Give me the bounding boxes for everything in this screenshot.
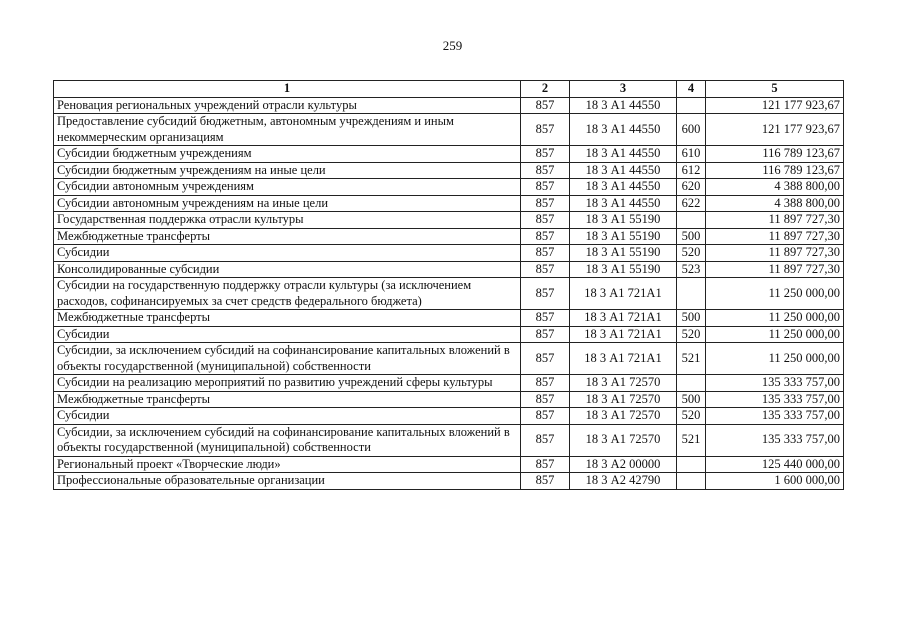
row-code-cell: 18 3 А2 00000 <box>570 456 677 473</box>
row-gr-cell: 857 <box>521 179 570 196</box>
row-gr-cell: 857 <box>521 114 570 146</box>
table-row <box>54 97 844 114</box>
row-sum-cell: 135 333 757,00 <box>706 424 844 456</box>
row-vr-cell: 520 <box>677 408 706 425</box>
table-row <box>54 195 844 212</box>
row-sum-cell: 125 440 000,00 <box>706 456 844 473</box>
row-name-cell: Межбюджетные трансферты <box>54 228 521 245</box>
row-sum-cell: 11 897 727,30 <box>706 261 844 278</box>
row-code-cell: 18 3 А1 44550 <box>570 195 677 212</box>
table-row <box>54 228 844 245</box>
column-header-vr: 4 <box>677 81 706 98</box>
table-row <box>54 343 844 375</box>
row-code-cell: 18 3 А1 44550 <box>570 162 677 179</box>
row-gr-cell: 857 <box>521 310 570 327</box>
row-name-cell: Предоставление субсидий бюджетным, автономным учреждениям и иным некоммерческим организациям <box>54 114 521 146</box>
row-sum-cell: 11 897 727,30 <box>706 228 844 245</box>
row-code-cell: 18 3 А2 42790 <box>570 473 677 490</box>
row-code-cell: 18 3 А1 44550 <box>570 146 677 163</box>
row-name-cell: Субсидии <box>54 408 521 425</box>
row-sum-cell: 4 388 800,00 <box>706 195 844 212</box>
table-body <box>54 97 844 489</box>
row-sum-cell: 4 388 800,00 <box>706 179 844 196</box>
row-vr-cell <box>677 97 706 114</box>
row-sum-cell: 116 789 123,67 <box>706 146 844 163</box>
row-sum-cell: 121 177 923,67 <box>706 114 844 146</box>
row-gr-cell: 857 <box>521 326 570 343</box>
row-name-cell: Субсидии бюджетным учреждениям <box>54 146 521 163</box>
row-gr-cell: 857 <box>521 162 570 179</box>
row-sum-cell: 11 897 727,30 <box>706 212 844 229</box>
row-vr-cell <box>677 473 706 490</box>
row-sum-cell: 11 250 000,00 <box>706 343 844 375</box>
table-row <box>54 424 844 456</box>
table-row <box>54 212 844 229</box>
row-vr-cell: 521 <box>677 424 706 456</box>
row-name-cell: Реновация региональных учреждений отрасли культуры <box>54 97 521 114</box>
row-sum-cell: 135 333 757,00 <box>706 391 844 408</box>
row-code-cell: 18 3 А1 72570 <box>570 375 677 392</box>
row-vr-cell: 600 <box>677 114 706 146</box>
row-code-cell: 18 3 А1 55190 <box>570 245 677 262</box>
row-name-cell: Субсидии <box>54 245 521 262</box>
row-name-cell: Межбюджетные трансферты <box>54 310 521 327</box>
row-vr-cell: 620 <box>677 179 706 196</box>
row-code-cell: 18 3 А1 72570 <box>570 391 677 408</box>
budget-table <box>53 80 844 490</box>
row-vr-cell: 622 <box>677 195 706 212</box>
column-header-gr: 2 <box>521 81 570 98</box>
row-sum-cell: 11 250 000,00 <box>706 310 844 327</box>
row-vr-cell: 610 <box>677 146 706 163</box>
row-gr-cell: 857 <box>521 228 570 245</box>
row-name-cell: Субсидии автономным учреждениям на иные цели <box>54 195 521 212</box>
row-sum-cell: 116 789 123,67 <box>706 162 844 179</box>
row-name-cell: Субсидии автономным учреждениям <box>54 179 521 196</box>
row-gr-cell: 857 <box>521 195 570 212</box>
column-header-code: 3 <box>570 81 677 98</box>
table-row <box>54 146 844 163</box>
row-code-cell: 18 3 А1 55190 <box>570 228 677 245</box>
table-row <box>54 391 844 408</box>
table-row <box>54 375 844 392</box>
row-name-cell: Субсидии бюджетным учреждениям на иные цели <box>54 162 521 179</box>
row-vr-cell: 520 <box>677 326 706 343</box>
column-header-sum: 5 <box>706 81 844 98</box>
row-gr-cell: 857 <box>521 375 570 392</box>
row-vr-cell: 500 <box>677 391 706 408</box>
row-name-cell: Субсидии <box>54 326 521 343</box>
row-name-cell: Государственная поддержка отрасли культуры <box>54 212 521 229</box>
row-vr-cell <box>677 375 706 392</box>
row-sum-cell: 135 333 757,00 <box>706 408 844 425</box>
table-row <box>54 326 844 343</box>
row-code-cell: 18 3 А1 721А1 <box>570 310 677 327</box>
row-vr-cell: 500 <box>677 310 706 327</box>
row-gr-cell: 857 <box>521 343 570 375</box>
row-gr-cell: 857 <box>521 408 570 425</box>
row-code-cell: 18 3 А1 55190 <box>570 261 677 278</box>
table-row <box>54 473 844 490</box>
row-code-cell: 18 3 А1 721А1 <box>570 343 677 375</box>
row-code-cell: 18 3 А1 55190 <box>570 212 677 229</box>
row-gr-cell: 857 <box>521 456 570 473</box>
row-vr-cell <box>677 278 706 310</box>
row-code-cell: 18 3 А1 44550 <box>570 179 677 196</box>
table-header-row <box>54 81 844 98</box>
row-code-cell: 18 3 А1 44550 <box>570 97 677 114</box>
row-vr-cell <box>677 212 706 229</box>
column-header-name: 1 <box>54 81 521 98</box>
row-gr-cell: 857 <box>521 212 570 229</box>
row-gr-cell: 857 <box>521 473 570 490</box>
row-gr-cell: 857 <box>521 424 570 456</box>
row-name-cell: Профессиональные образовательные организации <box>54 473 521 490</box>
table-row <box>54 456 844 473</box>
row-code-cell: 18 3 А1 72570 <box>570 424 677 456</box>
row-vr-cell: 523 <box>677 261 706 278</box>
row-sum-cell: 11 250 000,00 <box>706 278 844 310</box>
row-gr-cell: 857 <box>521 146 570 163</box>
row-code-cell: 18 3 А1 721А1 <box>570 326 677 343</box>
row-sum-cell: 121 177 923,67 <box>706 97 844 114</box>
row-gr-cell: 857 <box>521 278 570 310</box>
table-row <box>54 408 844 425</box>
row-vr-cell: 612 <box>677 162 706 179</box>
row-vr-cell: 500 <box>677 228 706 245</box>
row-gr-cell: 857 <box>521 97 570 114</box>
row-gr-cell: 857 <box>521 391 570 408</box>
row-sum-cell: 135 333 757,00 <box>706 375 844 392</box>
table-row <box>54 310 844 327</box>
row-name-cell: Субсидии, за исключением субсидий на софинансирование капитальных вложений в объекты государственной (муниципальной) собственности <box>54 343 521 375</box>
row-vr-cell: 520 <box>677 245 706 262</box>
row-name-cell: Региональный проект «Творческие люди» <box>54 456 521 473</box>
row-name-cell: Субсидии на государственную поддержку отрасли культуры (за исключением расходов, софинансируемых за счет средств федерального бюджета) <box>54 278 521 310</box>
table-row <box>54 114 844 146</box>
table-row <box>54 179 844 196</box>
table-row <box>54 278 844 310</box>
row-vr-cell: 521 <box>677 343 706 375</box>
table-row <box>54 162 844 179</box>
row-sum-cell: 11 897 727,30 <box>706 245 844 262</box>
table-row <box>54 245 844 262</box>
row-code-cell: 18 3 А1 72570 <box>570 408 677 425</box>
row-name-cell: Межбюджетные трансферты <box>54 391 521 408</box>
page-number: 259 <box>442 38 463 53</box>
row-gr-cell: 857 <box>521 245 570 262</box>
row-sum-cell: 1 600 000,00 <box>706 473 844 490</box>
row-name-cell: Субсидии на реализацию мероприятий по развитию учреждений сферы культуры <box>54 375 521 392</box>
row-sum-cell: 11 250 000,00 <box>706 326 844 343</box>
row-gr-cell: 857 <box>521 261 570 278</box>
row-code-cell: 18 3 А1 44550 <box>570 114 677 146</box>
row-name-cell: Консолидированные субсидии <box>54 261 521 278</box>
row-name-cell: Субсидии, за исключением субсидий на софинансирование капитальных вложений в объекты государственной (муниципальной) собственности <box>54 424 521 456</box>
row-code-cell: 18 3 А1 721А1 <box>570 278 677 310</box>
table-row <box>54 261 844 278</box>
row-vr-cell <box>677 456 706 473</box>
